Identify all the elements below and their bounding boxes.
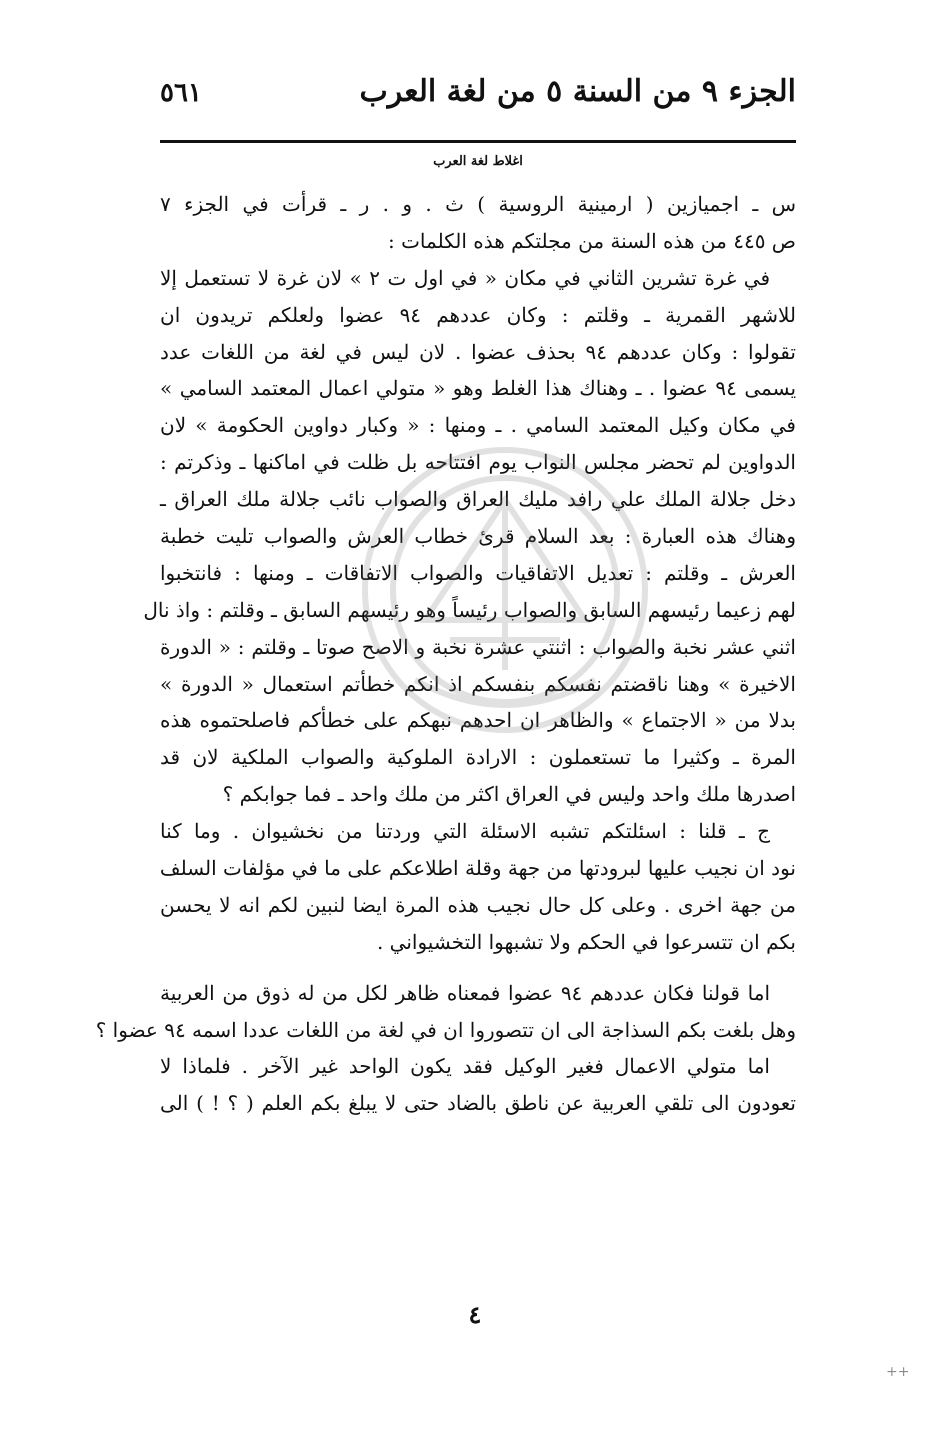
text-line: في غرة تشرين الثاني في مكان « في اول ت ٢ » لان غرة لا تستعمل إلا <box>160 265 770 290</box>
running-title: الجزء ٩ من السنة ٥ من لغة العرب <box>359 74 796 109</box>
text-line: اما قولنا فكان عددهم ٩٤ عضوا فمعناه ظاهر لكل من له ذوق من العربية <box>160 980 770 1005</box>
page-header <box>160 70 796 128</box>
text-line: العرش ـ وقلتم : تعديل الاتفاقيات والصواب الاتفاقات ـ ومنها : فانتخبوا <box>160 560 796 585</box>
text-line: تقولوا : وكان عددهم ٩٤ بحذف عضوا . لان ليس في لغة من اللغات عدد <box>160 339 796 364</box>
article-body <box>95 186 797 1122</box>
text-line: الدواوين لم تحضر مجلس النواب يوم افتتاحه بل ظلت في اماكنها ـ وذكرتم : <box>160 450 796 475</box>
text-line: ص ٤٤٥ من هذه السنة من مجلتكم هذه الكلمات : <box>388 228 796 253</box>
section-title: اغلاط لغة العرب <box>433 154 523 169</box>
text-line: اما متولي الاعمال فغير الوكيل فقد يكون الواحد غير الآخر . فلماذا لا <box>160 1054 770 1079</box>
text-line: من جهة اخرى . وعلى كل حال نجيب هذه المرة ايضا لنبين لكم انه لا يحسن <box>160 892 796 917</box>
text-line: دخل جلالة الملك علي رافد مليك العراق والصواب نائب جلالة ملك العراق ـ <box>160 487 796 512</box>
text-line: الاخيرة » وهنا ناقضتم نفسكم بنفسكم اذ انكم خطأتم استعمال « الدورة » <box>160 671 796 696</box>
text-line: تعودون الى تلقي العربية عن ناطق بالضاد حتى لا يبلغ بكم العلم ( ؟ ! ) الى <box>160 1091 796 1116</box>
header-divider <box>160 140 796 143</box>
text-line: نود ان نجيب عليها لبرودتها من جهة وقلة اطلاعكم على ما في مؤلفات السلف <box>159 856 796 881</box>
text-line: وهناك هذه العبارة : بعد السلام قرئ خطاب العرش والصواب تليت خطبة <box>160 524 796 549</box>
text-line: ج ـ قلنا : اسئلتكم تشبه الاسئلة التي وردتنا من نخشيوان . وما كنا <box>160 819 770 844</box>
edge-mark: ++ <box>886 1364 910 1380</box>
text-line: وهل بلغت بكم السذاجة الى ان تتصوروا ان في لغة من اللغات عددا اسمه ٩٤ عضوا ؟ <box>95 1017 796 1042</box>
text-line: بكم ان تتسرعوا في الحكم ولا تشبهوا التخشيواني . <box>376 929 796 954</box>
page-number: ٥٦١ <box>160 78 202 108</box>
text-line: للاشهر القمرية ـ وقلتم : وكان عددهم ٩٤ عضوا ولعلكم تريدون ان <box>160 302 796 327</box>
text-line: لهم زعيما رئيسهم السابق والصواب رئيساً وهو رئيسهم السابق ـ وقلتم : واذ نال <box>143 597 796 622</box>
signature-mark: ٤ <box>468 1300 482 1329</box>
text-line: اثني عشر نخبة والصواب : اثنتي عشرة نخبة و الاصح صوتا ـ وقلتم : « الدورة <box>160 634 796 659</box>
text-line: بدلا من « الاجتماع » والظاهر ان احدهم نبهكم على خطأكم فاصلحتموه هذه <box>160 708 796 733</box>
text-line: في مكان وكيل المعتمد السامي . ـ ومنها : « وكبار دواوين الحكومة » لان <box>160 413 796 438</box>
text-line: يسمى ٩٤ عضوا . ـ وهناك هذا الغلط وهو « متولي اعمال المعتمد السامي » <box>160 376 797 401</box>
text-line: المرة ـ وكثيرا ما تستعملون : الارادة الملوكية والصواب الملكية لان قد <box>160 745 796 770</box>
text-line: اصدرها ملك واحد وليس في العراق اكثر من ملك واحد ـ فما جوابكم ؟ <box>222 782 796 807</box>
text-line: س ـ اجميازين ( ارمينية الروسية ) ث . و . ر ـ قرأت في الجزء ٧ <box>160 192 796 216</box>
paragraph-gap <box>160 961 796 975</box>
